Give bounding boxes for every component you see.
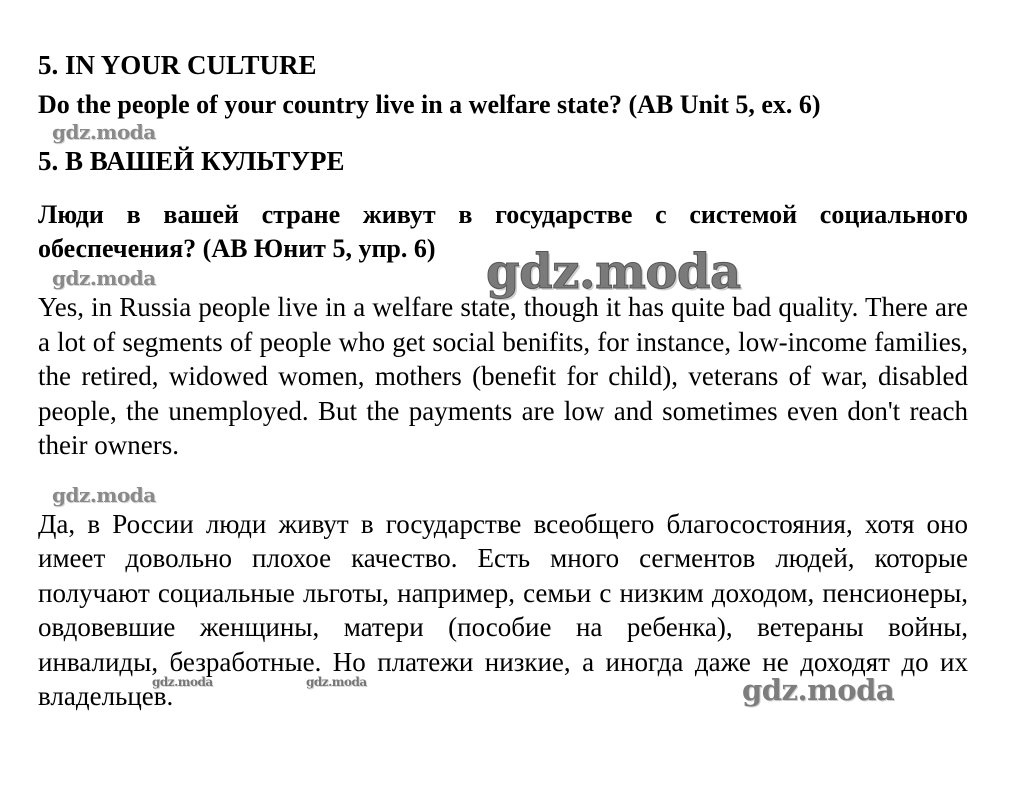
document-page	[38, 48, 968, 714]
question-en: Do the people of your country live in a welfare state? (AB Unit 5, ex. 6)	[38, 90, 821, 119]
answer-en: Yes, in Russia people live in a welfare state, though it has quite bad quality. There are a lot of segments of people who get social benifits, for instance, low-income families, the retired, widowed women, mothers (benefit for child), veterans of war, disabled people, the unemployed. But the payments are low and sometimes even don't reach their owners.	[38, 292, 968, 460]
watermark-logo: gdz.moda	[52, 482, 156, 507]
watermark-logo-tiny: gdz.moda	[152, 675, 213, 689]
watermark-logo: gdz.moda	[52, 120, 156, 144]
section-heading-en: 5. IN YOUR CULTURE	[38, 50, 317, 80]
question-ru: Люди в вашей стране живут в государстве с системой социального обеспечения? (АВ Юнит 5, упр. 6)	[38, 200, 968, 263]
section-heading-ru: 5. В ВАШЕЙ КУЛЬТУРЕ	[38, 146, 345, 176]
watermark-logo: gdz.moda	[52, 266, 156, 290]
watermark-logo-large: gdz.moda	[486, 244, 741, 300]
watermark-logo-medium: gdz.moda	[742, 673, 895, 707]
answer-ru: Да, в России люди живут в государстве всеобщего благосостояния, хотя оно имеет довольно плохое качество. Есть много сегментов людей, которые получают социальные льготы, например, семьи с низким доходом, пенсионеры, овдовевшие женщины, матери (пособие на ребенка), ветераны войны, инвалиды, безработные. Но платежи низкие, а иногда даже не доходят до их владельцев.	[38, 508, 968, 711]
watermark-logo-tiny: gdz.moda	[306, 675, 367, 689]
